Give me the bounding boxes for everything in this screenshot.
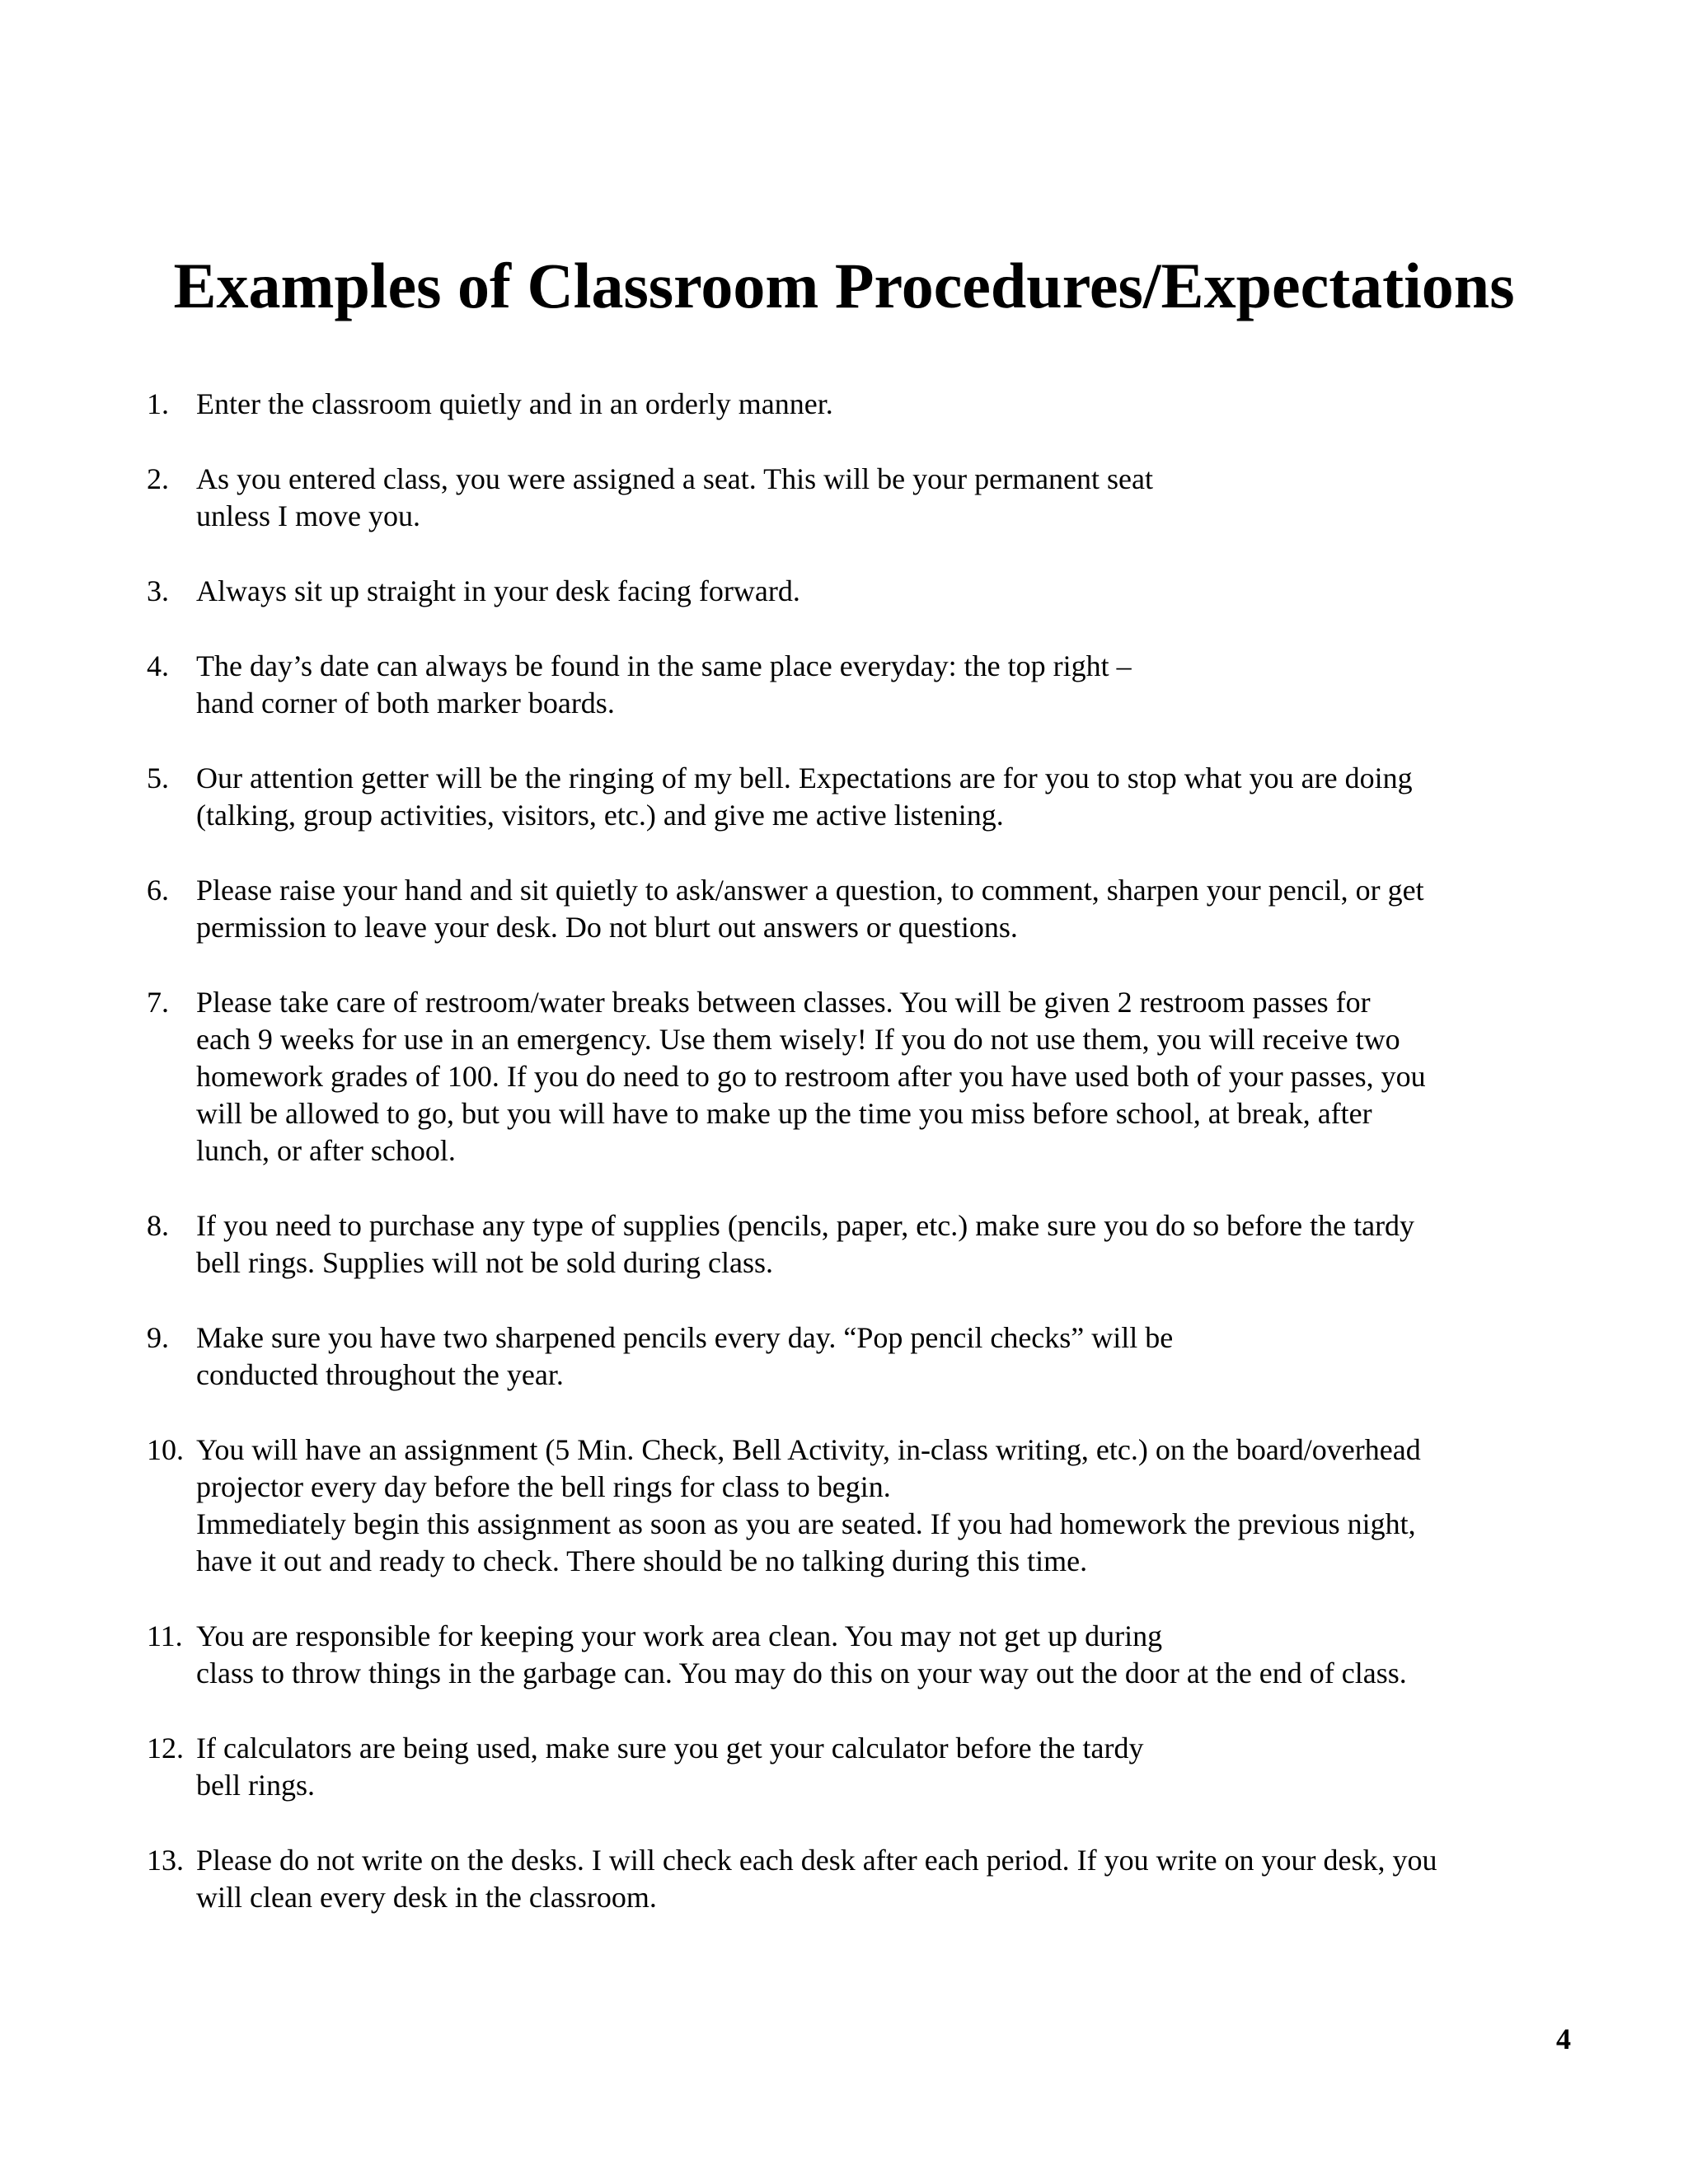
text-line: You are responsible for keeping your work area clean. You may not get up during xyxy=(196,1619,1163,1652)
text-line: lunch, or after school. xyxy=(196,1134,456,1167)
text-line: If calculators are being used, make sure you get your calculator before the tardy xyxy=(196,1732,1144,1765)
list-item-text xyxy=(196,386,1573,423)
text-line: each 9 weeks for use in an emergency. Use them wisely! If you do not use them, you will receive two xyxy=(196,1023,1400,1056)
list-item-number: 12. xyxy=(147,1732,184,1765)
text-line: Our attention getter will be the ringing of my bell. Expectations are for you to stop what you are doing xyxy=(196,762,1413,794)
list-item-number: 11. xyxy=(147,1619,183,1652)
list-item-text xyxy=(196,1730,1573,1804)
text-line: As you entered class, you were assigned a seat. This will be your permanent seat xyxy=(196,462,1153,495)
list-item xyxy=(147,872,1573,946)
list-item-text xyxy=(196,573,1573,610)
list-item xyxy=(147,1842,1573,1916)
list-item-text xyxy=(196,1432,1573,1580)
list-item xyxy=(147,1319,1573,1394)
text-line: unless I move you. xyxy=(196,499,420,532)
list-item-number: 1. xyxy=(147,387,169,420)
procedure-list xyxy=(147,386,1573,1954)
list-item xyxy=(147,1730,1573,1804)
text-line: You will have an assignment (5 Min. Check, Bell Activity, in-class writing, etc.) on the board/overhead xyxy=(196,1433,1421,1466)
text-line: Immediately begin this assignment as soon as you are seated. If you had homework the previous night, xyxy=(196,1507,1416,1540)
list-item-number: 5. xyxy=(147,762,169,794)
list-item-number: 6. xyxy=(147,874,169,907)
list-item-number: 9. xyxy=(147,1321,169,1354)
list-item-text xyxy=(196,1319,1573,1394)
list-item xyxy=(147,386,1573,423)
text-line: bell rings. Supplies will not be sold during class. xyxy=(196,1246,773,1279)
text-line: projector every day before the bell rings for class to begin. xyxy=(196,1470,891,1503)
text-line: Make sure you have two sharpened pencils every day. “Pop pencil checks” will be xyxy=(196,1321,1174,1354)
list-item-text xyxy=(196,872,1573,946)
text-line: homework grades of 100. If you do need to go to restroom after you have used both of your passes, you xyxy=(196,1060,1426,1093)
text-line: Please take care of restroom/water breaks between classes. You will be given 2 restroom passes for xyxy=(196,986,1371,1019)
list-item-number: 8. xyxy=(147,1209,169,1242)
text-line: If you need to purchase any type of supplies (pencils, paper, etc.) make sure you do so before the tardy xyxy=(196,1209,1415,1242)
text-line: hand corner of both marker boards. xyxy=(196,687,615,719)
list-item xyxy=(147,648,1573,722)
text-line: The day’s date can always be found in the same place everyday: the top right – xyxy=(196,649,1132,682)
list-item xyxy=(147,461,1573,535)
text-line: Enter the classroom quietly and in an orderly manner. xyxy=(196,387,833,420)
text-line: have it out and ready to check. There should be no talking during this time. xyxy=(196,1544,1088,1577)
text-line: bell rings. xyxy=(196,1769,315,1802)
list-item xyxy=(147,1618,1573,1692)
list-item-text xyxy=(196,461,1573,535)
page-title: Examples of Classroom Procedures/Expectations xyxy=(173,250,1515,321)
text-line: (talking, group activities, visitors, etc.) and give me active listening. xyxy=(196,799,1004,832)
list-item-number: 4. xyxy=(147,649,169,682)
list-item-number: 7. xyxy=(147,986,169,1019)
text-line: Always sit up straight in your desk facing forward. xyxy=(196,574,800,607)
list-item-text xyxy=(196,1842,1573,1916)
list-item-number: 10. xyxy=(147,1433,184,1466)
text-line: class to throw things in the garbage can. You may do this on your way out the door at the end of class. xyxy=(196,1657,1407,1690)
list-item-text xyxy=(196,1618,1573,1692)
text-line: Please raise your hand and sit quietly to ask/answer a question, to comment, sharpen your pencil, or get xyxy=(196,874,1424,907)
list-item xyxy=(147,573,1573,610)
text-line: Please do not write on the desks. I will check each desk after each period. If you write on your desk, you xyxy=(196,1844,1437,1877)
list-item-text xyxy=(196,648,1573,722)
text-line: conducted throughout the year. xyxy=(196,1358,564,1391)
list-item-text xyxy=(196,760,1573,834)
text-line: will be allowed to go, but you will have to make up the time you miss before school, at break, after xyxy=(196,1097,1372,1130)
list-item-number: 3. xyxy=(147,574,169,607)
list-item-number: 13. xyxy=(147,1844,184,1877)
list-item xyxy=(147,1207,1573,1282)
text-line: will clean every desk in the classroom. xyxy=(196,1881,657,1914)
page-number: 4 xyxy=(1556,2022,1571,2055)
text-line: permission to leave your desk. Do not blurt out answers or questions. xyxy=(196,911,1018,944)
list-item xyxy=(147,1432,1573,1580)
list-item-text xyxy=(196,1207,1573,1282)
list-item xyxy=(147,984,1573,1169)
list-item-number: 2. xyxy=(147,462,169,495)
list-item xyxy=(147,760,1573,834)
list-item-text xyxy=(196,984,1573,1169)
